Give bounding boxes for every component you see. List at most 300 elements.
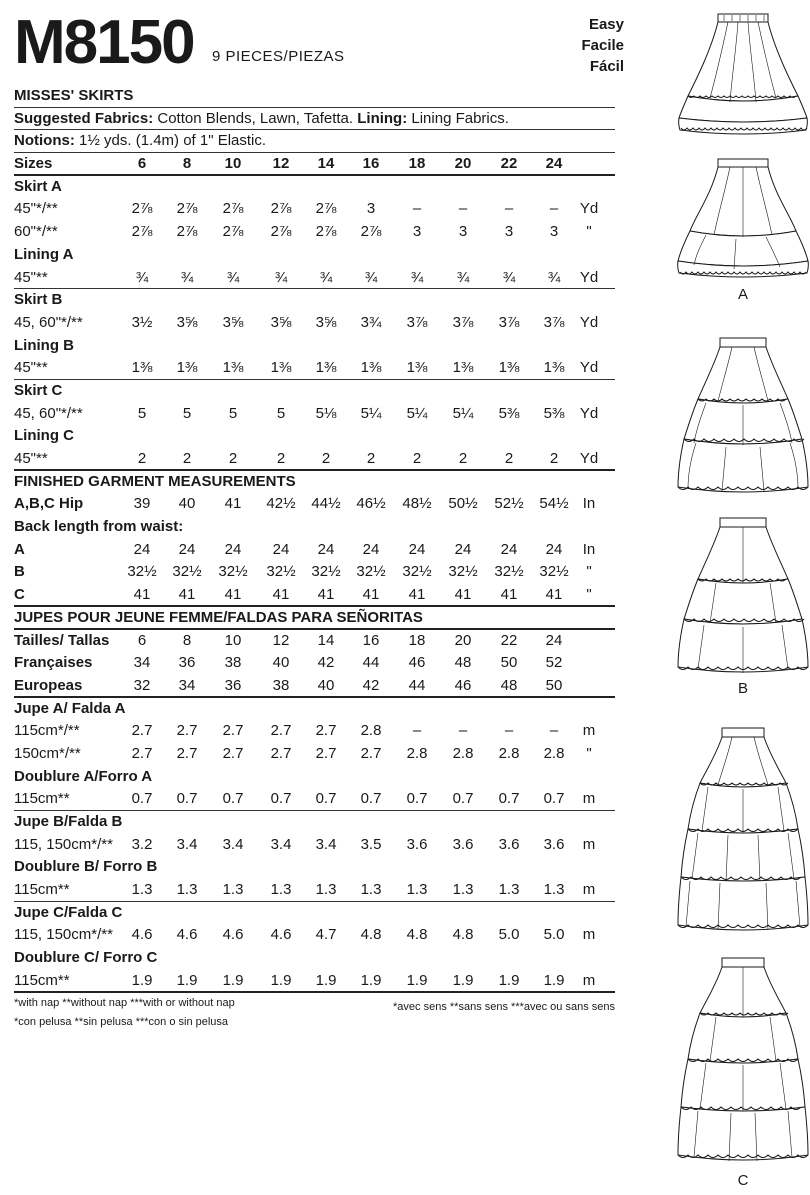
lining-label: Lining:: [357, 109, 408, 127]
doublure-a-heading: Doublure A/Forro A: [14, 767, 153, 785]
size-value-cell: 2⅞: [270, 223, 292, 241]
section-title: MISSES' SKIRTS: [14, 87, 134, 104]
size-value-cell: 1.3: [131, 881, 153, 899]
lining-text: Lining Fabrics.: [407, 109, 509, 127]
size-value-cell: 32½: [218, 563, 248, 581]
size-value-cell: 3: [549, 223, 559, 241]
yardage-table: [14, 85, 615, 993]
footnote-english: *with nap **without nap ***with or without nap: [14, 997, 235, 1009]
section-title-row: [14, 85, 615, 108]
size-value-cell: 52: [545, 654, 563, 672]
size-value-cell: 2.8: [543, 744, 565, 762]
size-value-cell: 2: [182, 450, 192, 467]
size-value-cell: 5.0: [543, 926, 565, 944]
jupe-a-heading: Jupe A/ Falda A: [14, 699, 126, 717]
size-value-cell: 4.8: [360, 926, 382, 944]
footnote-french: *avec sens **sans sens ***avec ou sans sens: [393, 1001, 615, 1013]
doublure-b-row: [14, 879, 615, 902]
lining-b-row: [14, 357, 615, 380]
size-value-cell: 2: [504, 450, 514, 467]
notions-row: [14, 130, 615, 153]
size-value-cell: 18: [408, 631, 426, 649]
size-value-cell: 3.4: [315, 835, 337, 853]
size-value-cell: 24: [545, 155, 563, 173]
size-value-cell: 5¼: [452, 404, 474, 422]
size-value-cell: 48½: [402, 495, 432, 513]
size-value-cell: 0.7: [131, 790, 153, 808]
size-value-cell: 2: [276, 450, 286, 467]
size-value-cell: 36: [178, 654, 196, 672]
size-value-cell: 2⅞: [222, 200, 244, 218]
size-value-cell: 2: [458, 450, 468, 467]
skirt-b-row: [14, 312, 615, 335]
size-value-cell: 8: [182, 631, 192, 649]
size-value-cell: 2: [412, 450, 422, 467]
size-value-cell: 54½: [539, 495, 569, 513]
size-value-cell: 0.7: [360, 790, 382, 808]
row-label: 115cm**: [14, 790, 70, 808]
size-value-cell: 1.3: [406, 881, 428, 899]
size-value-cell: 2.7: [131, 744, 153, 762]
lining-b-heading: Lining B: [14, 336, 74, 354]
francaises-row: [14, 652, 615, 675]
size-value-cell: 10: [224, 631, 242, 649]
row-label: Europeas: [14, 676, 83, 694]
size-value-cell: ¾: [135, 268, 149, 286]
unit-label: ": [586, 744, 592, 762]
size-value-cell: 50½: [448, 495, 478, 513]
size-value-cell: 1⅜: [360, 359, 382, 377]
size-value-cell: 41: [272, 586, 290, 604]
size-value-cell: 5⅜: [543, 404, 565, 422]
view-b-label: B: [737, 680, 748, 697]
size-value-cell: 1⅜: [498, 359, 520, 377]
size-value-cell: 24: [272, 540, 290, 558]
unit-label: m: [582, 971, 596, 989]
row-label: 115cm**: [14, 971, 70, 989]
size-value-cell: 2⅞: [222, 223, 244, 241]
hip-row: [14, 493, 615, 516]
row-label: Tailles/ Tallas: [14, 631, 110, 649]
size-value-cell: 2: [137, 450, 147, 467]
skirt-c-row: [14, 403, 615, 426]
size-value-cell: 3: [412, 223, 422, 241]
size-value-cell: 3: [504, 223, 514, 241]
difficulty-es: Fácil: [589, 58, 624, 75]
size-value-cell: 24: [408, 540, 426, 558]
size-value-cell: 2⅞: [360, 223, 382, 241]
lining-a-row: [14, 267, 615, 290]
footnote-spanish: *con pelusa **sin pelusa ***con o sin pelusa: [14, 1016, 229, 1028]
difficulty-rating: [554, 14, 624, 77]
size-value-cell: 46: [408, 654, 426, 672]
size-value-cell: 2⅞: [315, 200, 337, 218]
unit-label: m: [582, 926, 596, 944]
doublure-c-row: [14, 970, 615, 993]
size-value-cell: 2.8: [406, 744, 428, 762]
size-value-cell: 1.9: [222, 971, 244, 989]
size-value-cell: ¾: [274, 268, 288, 286]
size-value-cell: 2.7: [222, 722, 244, 740]
back-length-row: [14, 561, 615, 584]
size-value-cell: 0.7: [406, 790, 428, 808]
row-label: Françaises: [14, 654, 93, 672]
size-value-cell: 3⅝: [315, 313, 337, 331]
size-value-cell: 10: [224, 155, 242, 173]
size-value-cell: –: [412, 722, 422, 740]
size-value-cell: 52½: [494, 495, 524, 513]
size-value-cell: 3.4: [270, 835, 292, 853]
size-value-cell: 4.6: [131, 926, 153, 944]
lining-c-row: [14, 448, 615, 471]
size-value-cell: 2⅞: [176, 200, 198, 218]
unit-label: Yd: [579, 450, 599, 467]
size-value-cell: 2.7: [270, 744, 292, 762]
size-value-cell: 4.6: [270, 926, 292, 944]
skirt-a-row: [14, 198, 615, 221]
size-value-cell: 22: [500, 631, 518, 649]
view-a-label: A: [737, 286, 748, 303]
size-value-cell: 3: [458, 223, 468, 241]
back-length-heading: Back length from waist:: [14, 518, 184, 536]
size-value-cell: 24: [500, 540, 518, 558]
size-value-cell: 3⅝: [222, 313, 244, 331]
size-value-cell: 2.7: [315, 722, 337, 740]
size-value-cell: 4.7: [315, 926, 337, 944]
size-value-cell: 5: [276, 404, 286, 422]
size-value-cell: 24: [317, 540, 335, 558]
unit-label: m: [582, 835, 596, 853]
row-label: 45, 60"*/**: [14, 404, 83, 422]
size-value-cell: 1⅜: [452, 359, 474, 377]
size-value-cell: 12: [272, 631, 290, 649]
size-value-cell: 40: [272, 654, 290, 672]
size-value-cell: 8: [182, 155, 192, 173]
row-label: 45"**: [14, 359, 48, 377]
difficulty-fr: Facile: [581, 37, 624, 54]
size-value-cell: –: [412, 200, 422, 218]
size-value-cell: 32½: [402, 563, 432, 581]
size-value-cell: 1.3: [270, 881, 292, 899]
unit-label: m: [582, 881, 596, 899]
size-value-cell: 0.7: [452, 790, 474, 808]
size-value-cell: 3.5: [360, 835, 382, 853]
size-value-cell: 5¼: [360, 404, 382, 422]
size-value-cell: 3.6: [543, 835, 565, 853]
size-value-cell: 50: [545, 676, 563, 694]
size-value-cell: 0.7: [222, 790, 244, 808]
size-value-cell: 44: [408, 676, 426, 694]
row-label: 45, 60"*/**: [14, 313, 83, 331]
size-value-cell: 5⅜: [498, 404, 520, 422]
view-c-label: C: [737, 1172, 749, 1189]
size-value-cell: 5⅛: [315, 404, 337, 422]
size-value-cell: 39: [133, 495, 151, 513]
size-value-cell: 41: [178, 586, 196, 604]
row-label: 60"*/**: [14, 223, 58, 241]
size-value-cell: 41: [224, 495, 242, 513]
size-value-cell: 4.8: [452, 926, 474, 944]
size-value-cell: 1.9: [315, 971, 337, 989]
row-label: 115cm**: [14, 881, 70, 899]
size-value-cell: 2.7: [176, 744, 198, 762]
size-value-cell: ¾: [364, 268, 378, 286]
size-value-cell: 24: [224, 540, 242, 558]
size-value-cell: 42: [317, 654, 335, 672]
row-label: C: [14, 586, 25, 604]
size-value-cell: –: [549, 722, 559, 740]
size-value-cell: 38: [224, 654, 242, 672]
jupe-a-row: [14, 720, 615, 743]
size-value-cell: 1.9: [360, 971, 382, 989]
doublure-b-heading: Doublure B/ Forro B: [14, 858, 158, 876]
size-value-cell: 24: [133, 540, 151, 558]
unit-label: In: [582, 495, 596, 513]
size-value-cell: 0.7: [498, 790, 520, 808]
size-value-cell: 5: [228, 404, 238, 422]
size-value-cell: ¾: [226, 268, 240, 286]
size-value-cell: 2⅞: [315, 223, 337, 241]
size-value-cell: 2⅞: [176, 223, 198, 241]
size-value-cell: ¾: [547, 268, 561, 286]
size-value-cell: 32½: [311, 563, 341, 581]
size-value-cell: 0.7: [543, 790, 565, 808]
size-value-cell: 3⅞: [452, 313, 474, 331]
unit-label: Yd: [579, 200, 599, 218]
size-value-cell: 32½: [127, 563, 157, 581]
size-value-cell: ¾: [410, 268, 424, 286]
garment-illustrations: [676, 0, 810, 1195]
row-label: A: [14, 540, 25, 558]
size-value-cell: 2: [321, 450, 331, 467]
size-value-cell: 1⅜: [406, 359, 428, 377]
size-value-cell: 32½: [356, 563, 386, 581]
size-value-cell: 1⅜: [131, 359, 153, 377]
size-value-cell: 1.9: [452, 971, 474, 989]
size-value-cell: 2.7: [270, 722, 292, 740]
size-value-cell: 32½: [448, 563, 478, 581]
back-length-row: [14, 584, 615, 607]
lining-c-heading: Lining C: [14, 427, 74, 445]
size-value-cell: 2.8: [498, 744, 520, 762]
size-value-cell: 0.7: [270, 790, 292, 808]
size-value-cell: 2⅞: [131, 223, 153, 241]
row-label: 45"*/**: [14, 200, 58, 218]
back-length-row: [14, 539, 615, 562]
unit-label: Yd: [579, 268, 599, 286]
size-value-cell: 1.3: [543, 881, 565, 899]
size-value-cell: 46: [454, 676, 472, 694]
size-value-cell: 41: [454, 586, 472, 604]
size-value-cell: 1.3: [176, 881, 198, 899]
pattern-number: M8150: [14, 8, 194, 77]
size-value-cell: 2.7: [360, 744, 382, 762]
unit-label: Yd: [579, 313, 599, 331]
size-value-cell: 2⅞: [131, 200, 153, 218]
pattern-header: [14, 8, 624, 90]
jupe-c-heading: Jupe C/Falda C: [14, 903, 123, 921]
size-value-cell: 14: [317, 631, 335, 649]
size-value-cell: 2.8: [452, 744, 474, 762]
size-value-cell: 32½: [494, 563, 524, 581]
size-value-cell: ¾: [319, 268, 333, 286]
size-value-cell: 46½: [356, 495, 386, 513]
size-value-cell: 24: [454, 540, 472, 558]
size-value-cell: 3.4: [222, 835, 244, 853]
size-value-cell: 3.6: [498, 835, 520, 853]
size-value-cell: 42: [362, 676, 380, 694]
size-value-cell: 40: [178, 495, 196, 513]
jupe-a-row: [14, 743, 615, 766]
size-value-cell: 1⅜: [176, 359, 198, 377]
sizes-label: Sizes: [14, 155, 53, 173]
unit-label: ": [586, 223, 592, 241]
size-value-cell: 2.7: [315, 744, 337, 762]
jupe-b-heading: Jupe B/Falda B: [14, 813, 123, 830]
jupe-c-row: [14, 924, 615, 947]
jupe-b-row: [14, 834, 615, 857]
size-value-cell: 6: [137, 631, 147, 649]
size-value-cell: 34: [133, 654, 151, 672]
skirt-a-heading: Skirt A: [14, 177, 62, 195]
fabrics-row: [14, 108, 615, 131]
size-value-cell: 1.9: [131, 971, 153, 989]
skirt-a-back-drawing: [676, 155, 810, 283]
unit-label: ": [586, 563, 592, 581]
size-value-cell: 24: [178, 540, 196, 558]
size-value-cell: 2: [366, 450, 376, 467]
skirt-a-row: [14, 221, 615, 244]
size-value-cell: 1⅜: [315, 359, 337, 377]
size-value-cell: 3¾: [360, 313, 382, 331]
size-value-cell: 3⅞: [543, 313, 565, 331]
size-value-cell: 16: [362, 631, 380, 649]
sizes-row: [14, 153, 615, 176]
size-value-cell: 34: [178, 676, 196, 694]
lining-a-heading: Lining A: [14, 245, 74, 263]
unit-label: Yd: [579, 359, 599, 377]
size-value-cell: 1⅜: [270, 359, 292, 377]
pieces-count: 9 PIECES/PIEZAS: [212, 48, 345, 65]
size-value-cell: 32½: [172, 563, 202, 581]
size-value-cell: 4.6: [176, 926, 198, 944]
size-value-cell: 2.7: [222, 744, 244, 762]
size-value-cell: 41: [500, 586, 518, 604]
size-value-cell: –: [458, 722, 468, 740]
size-value-cell: 32½: [539, 563, 569, 581]
size-value-cell: 36: [224, 676, 242, 694]
size-value-cell: 22: [500, 155, 518, 173]
size-value-cell: –: [549, 200, 559, 218]
size-value-cell: 48: [500, 676, 518, 694]
doublure-a-row: [14, 788, 615, 811]
size-value-cell: 24: [545, 631, 563, 649]
size-value-cell: 3⅞: [498, 313, 520, 331]
size-value-cell: 3.4: [176, 835, 198, 853]
size-value-cell: 3⅞: [406, 313, 428, 331]
europeas-row: [14, 675, 615, 698]
row-label: 45"**: [14, 450, 48, 467]
size-value-cell: 1.9: [406, 971, 428, 989]
size-value-cell: 2.7: [131, 722, 153, 740]
size-value-cell: 16: [362, 155, 380, 173]
skirt-b-heading: Skirt B: [14, 291, 63, 309]
fabrics-label: Suggested Fabrics:: [14, 109, 154, 127]
skirt-b-back-drawing: [676, 515, 810, 675]
size-value-cell: 44: [362, 654, 380, 672]
size-value-cell: 5: [137, 404, 147, 422]
size-value-cell: 5.0: [498, 926, 520, 944]
size-value-cell: 1.9: [543, 971, 565, 989]
unit-label: ": [586, 586, 592, 604]
size-value-cell: 5: [182, 404, 192, 422]
row-label: 115, 150cm*/**: [14, 835, 113, 853]
notions-label: Notions:: [14, 132, 75, 150]
size-value-cell: 32: [133, 676, 151, 694]
size-value-cell: 3.6: [406, 835, 428, 853]
size-value-cell: 1.3: [452, 881, 474, 899]
footnotes: [14, 997, 615, 1037]
size-value-cell: 3⅝: [270, 313, 292, 331]
size-value-cell: 24: [545, 540, 563, 558]
size-value-cell: 44½: [311, 495, 341, 513]
size-value-cell: 4.8: [406, 926, 428, 944]
size-value-cell: 41: [133, 586, 151, 604]
size-value-cell: 42½: [266, 495, 296, 513]
size-value-cell: 1.3: [315, 881, 337, 899]
row-label: B: [14, 563, 25, 581]
size-value-cell: 3½: [131, 313, 153, 331]
size-value-cell: –: [504, 722, 514, 740]
size-value-cell: 41: [317, 586, 335, 604]
unit-label: In: [582, 540, 596, 558]
size-value-cell: ¾: [180, 268, 194, 286]
size-value-cell: 1.3: [222, 881, 244, 899]
size-value-cell: 1.3: [360, 881, 382, 899]
size-value-cell: 3: [366, 200, 376, 218]
size-value-cell: –: [458, 200, 468, 218]
size-value-cell: ¾: [456, 268, 470, 286]
skirt-c-heading: Skirt C: [14, 381, 63, 399]
size-value-cell: 2: [228, 450, 238, 467]
row-label: A,B,C Hip: [14, 495, 84, 513]
size-value-cell: 32½: [266, 563, 296, 581]
size-value-cell: 1⅜: [222, 359, 244, 377]
skirt-c-front-drawing: [676, 725, 810, 935]
size-value-cell: –: [504, 200, 514, 218]
size-value-cell: 0.7: [315, 790, 337, 808]
row-label: 150cm*/**: [14, 744, 81, 762]
size-value-cell: 41: [224, 586, 242, 604]
size-value-cell: 1.9: [498, 971, 520, 989]
size-value-cell: 48: [454, 654, 472, 672]
size-value-cell: 3.6: [452, 835, 474, 853]
size-value-cell: 1.3: [498, 881, 520, 899]
fabrics-text: Cotton Blends, Lawn, Tafetta.: [153, 109, 358, 127]
row-label: 115, 150cm*/**: [14, 926, 113, 944]
size-value-cell: ¾: [502, 268, 516, 286]
size-value-cell: 4.6: [222, 926, 244, 944]
size-value-cell: 24: [362, 540, 380, 558]
size-value-cell: 5¼: [406, 404, 428, 422]
size-value-cell: 2.8: [360, 722, 382, 740]
size-value-cell: 3⅝: [176, 313, 198, 331]
size-value-cell: 14: [317, 155, 335, 173]
size-value-cell: 41: [408, 586, 426, 604]
doublure-c-heading: Doublure C/ Forro C: [14, 949, 158, 967]
size-value-cell: 1⅜: [543, 359, 565, 377]
row-label: 115cm*/**: [14, 722, 80, 740]
